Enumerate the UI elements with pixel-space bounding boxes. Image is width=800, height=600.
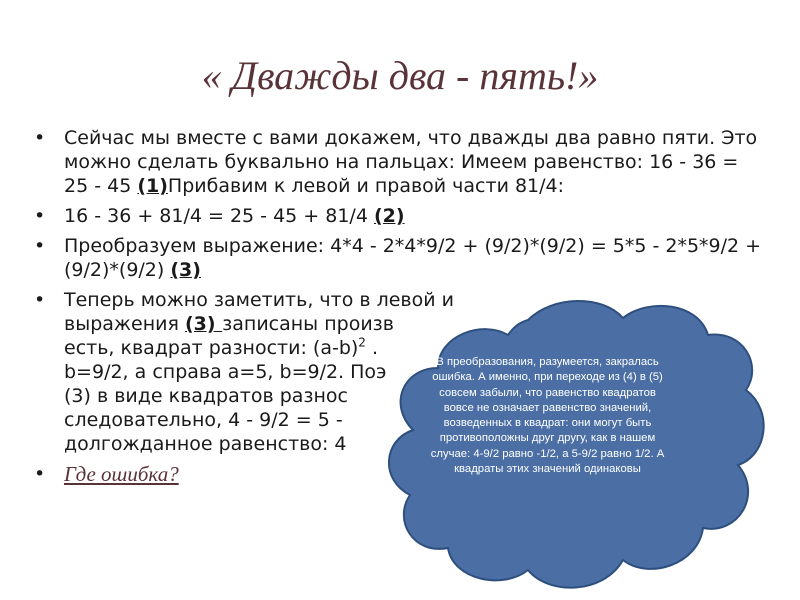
line-1: Теперь можно заметить, что в левой и [64, 289, 454, 311]
equation-ref: (3) [184, 313, 223, 335]
line-4: b=9/2, а справа a=5, b=9/2. Поэ [64, 361, 387, 383]
bullet-text: Преобразуем выражение: 4*4 - 2*4*9/2 + (9/2)*(9/2) = 5*5 - 2*5*9/2 + (9/2)*(9/2) [64, 235, 762, 281]
line-3: есть, квадрат разности: (a-b) [64, 337, 359, 359]
where-error-link[interactable]: Где ошибка? [64, 462, 179, 486]
line-6: следовательно, 4 - 9/2 = 5 - [64, 409, 343, 431]
bullet-marker: • [34, 289, 46, 311]
cloud-callout-text: В преобразования, разумеется, закралась ошибка. А именно, при переходе из (4) в (5) совсем забыли, что равенство квадратов вовсе не означает равенство значений, возведенных в квадрат: они могут быть противоположны друг другу, как в нашем случае: 4-9/2 равно -1/2, а 5-9/2 равно 1/2. А квадраты этих значений одинаковы [430, 356, 665, 476]
bullet-marker: • [34, 463, 46, 485]
bullet-marker: • [34, 235, 46, 257]
line-7: долгожданное равенство: 4 [64, 433, 347, 455]
equation-ref: (2) [373, 205, 405, 227]
bullet-text: 16 - 36 + 81/4 = 25 - 45 + 81/4 [64, 205, 374, 227]
bullet-item-intro [32, 126, 762, 198]
equation-ref: (1) [137, 175, 168, 197]
line-5: (3) в виде квадратов разнос [64, 385, 348, 407]
bullet-item-equation-2 [32, 204, 762, 228]
bullet-text-tail: Прибавим к левой и правой части 81/4: [167, 175, 565, 197]
bullet-text: Сейчас мы вместе с вами докажем, что дважды два равно пяти. Это можно сделать буквально на пальцах: Имеем равенство: 16 - 36 = 25 - 45 [64, 127, 758, 197]
superscript: 2 [358, 335, 366, 350]
line-3b: . [365, 337, 379, 359]
line-2a: выражения [64, 313, 185, 335]
bullet-marker: • [34, 205, 46, 227]
bullet-marker: • [34, 127, 46, 149]
line-2b: записаны произв [222, 313, 394, 335]
equation-ref: (3) [170, 259, 201, 281]
slide-title: « Дважды два - пять!» [201, 53, 599, 98]
bullet-item-equation-3 [32, 234, 762, 282]
